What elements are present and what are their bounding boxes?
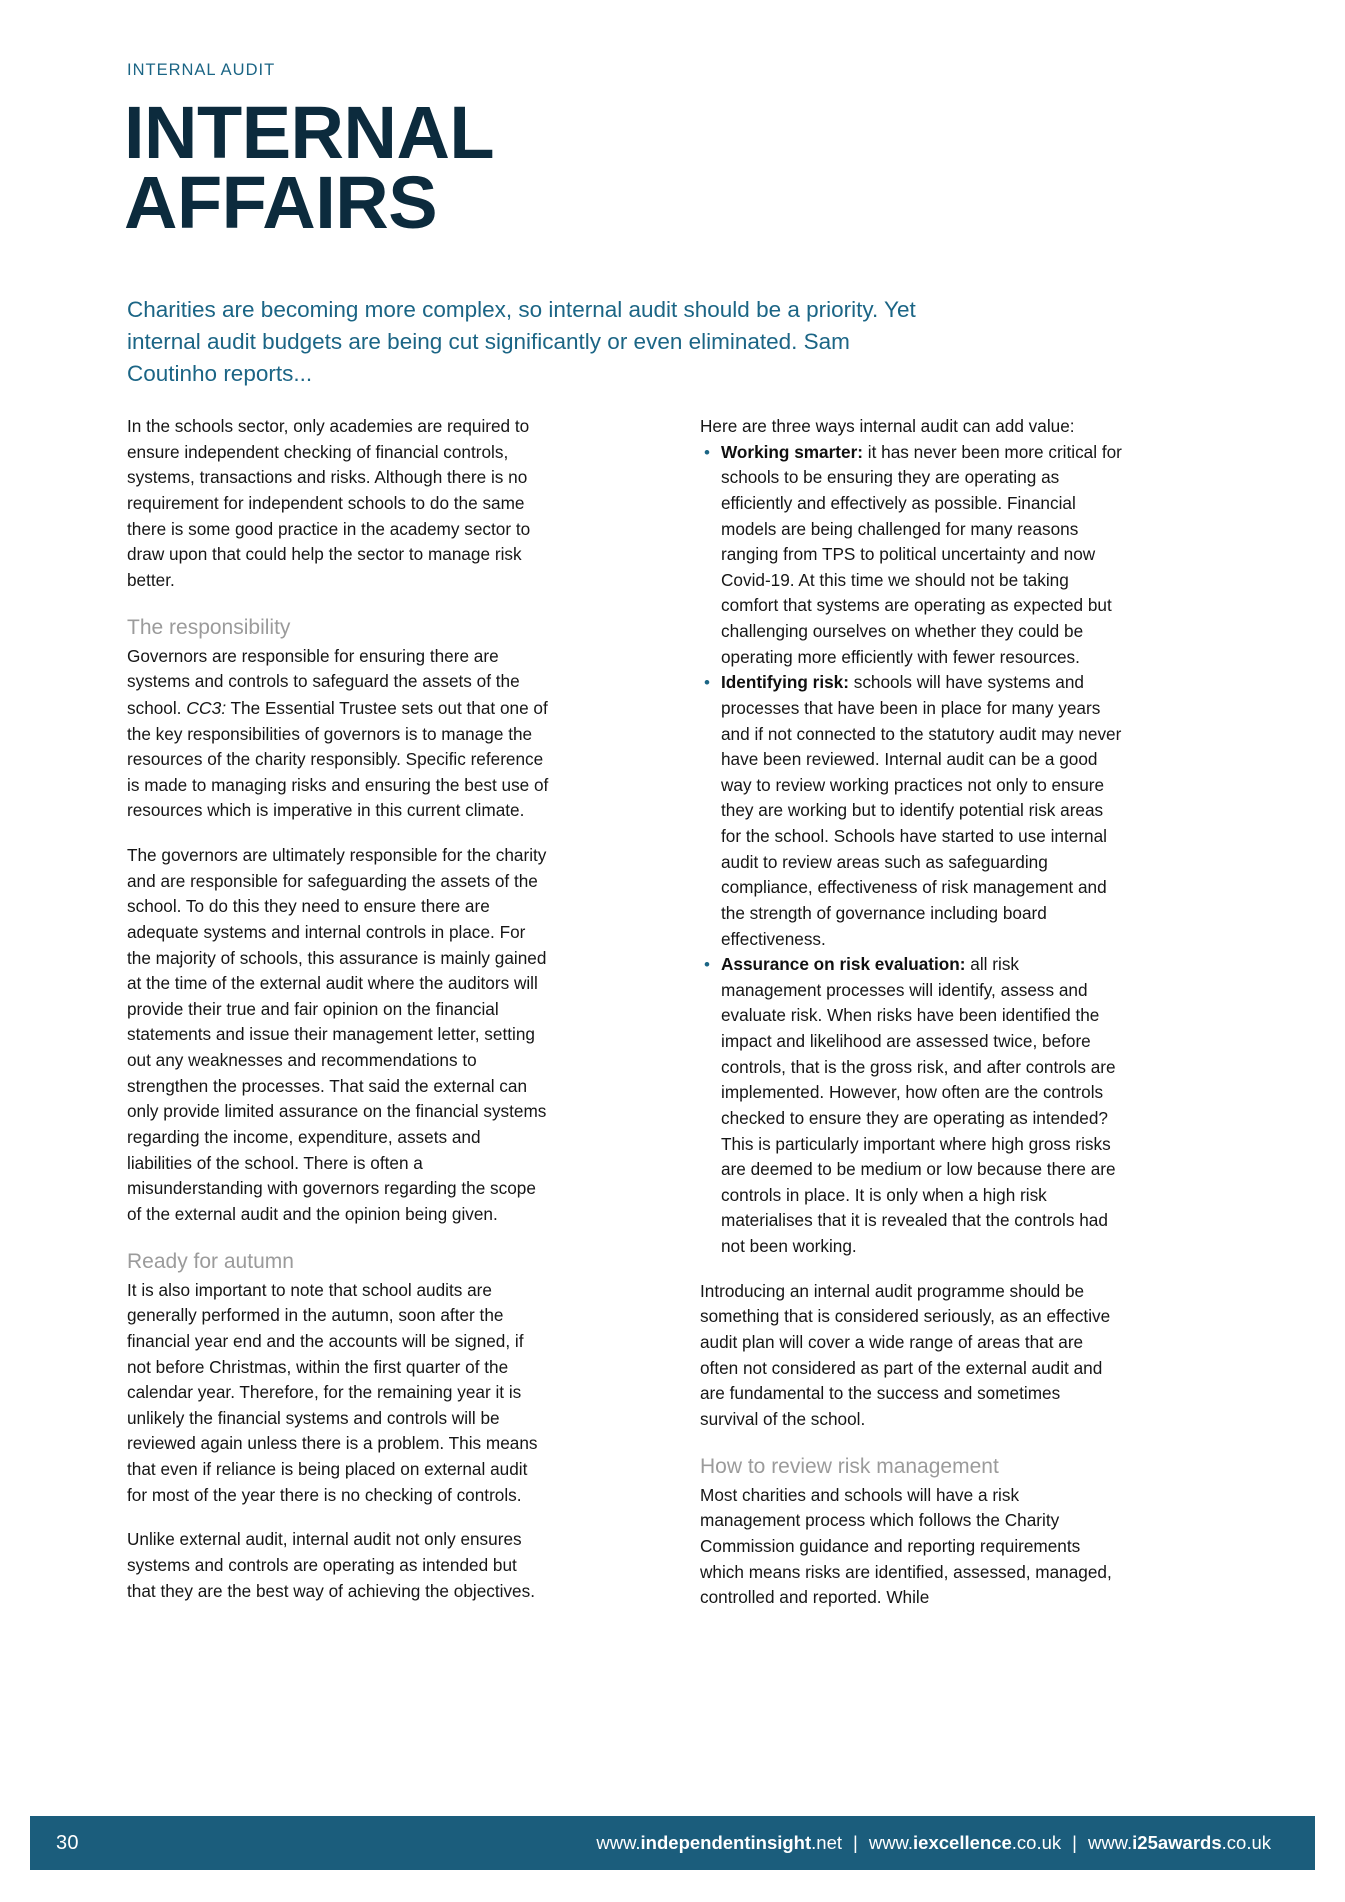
reference-cc3: CC3 — [186, 697, 222, 718]
footer-urls — [30, 1831, 1271, 1853]
section-heading-how-to-review-risk-management: How to review risk management — [700, 1455, 999, 1479]
paragraph-text-before: Governors are responsible for ensuring there are systems and controls to safeguard the assets of the school. — [127, 645, 520, 718]
footer-url-i25awards[interactable] — [1088, 1832, 1271, 1853]
paragraph: Most charities and schools will have a risk management process which follows the Charity Commission guidance and reporting requirements which means risks are identified, assessed, managed, controlled and reported. While — [700, 1484, 1112, 1608]
url-domain: iexcellence — [913, 1831, 1012, 1853]
url-prefix: www. — [868, 1831, 914, 1853]
section-kicker: INTERNAL AUDIT — [127, 61, 276, 79]
url-prefix: www. — [596, 1831, 641, 1853]
section-heading-ready-for-autumn: Ready for autumn — [127, 1250, 294, 1274]
paragraph-text-after: The Essential Trustee sets out that one of the key responsibilities of governors is to manage the resources of the charity responsibly. Specific reference is made to managing risks and ensuring the best use of resources which is imperative in this current climate. — [127, 697, 549, 821]
paragraph: It is also important to note that school audits are generally performed in the autumn, soon after the financial year end and the accounts will be signed, if not before Christmas, within the first quarter of the calendar year. Therefore, for the remaining year it is unlikely the financial systems and controls will be reviewed again unless there is a problem. This means that even if reliance is being placed on external audit for most of the year there is no checking of controls. — [127, 1279, 538, 1505]
list-item-text: it has never been more critical for schools to be ensuring they are operating as efficiently and effectively as possible. Financial models are being challenged for many reasons ranging from TPS to political uncertainty and now Covid-19. At this time we should not be taking comfort that systems are operating as expected but challenging ourselves on whether they could be operating more efficiently with fewer resources. — [721, 441, 1122, 667]
list-item — [700, 952, 1123, 1260]
headline-line-2: AFFAIRS — [124, 161, 438, 245]
section-heading-the-responsibility: The responsibility — [127, 616, 291, 640]
url-tld: .net — [811, 1831, 843, 1853]
url-domain: i25awards — [1132, 1831, 1222, 1853]
url-prefix: www. — [1087, 1831, 1133, 1853]
list-item-text: schools will have systems and processes that have been in place for many years and if not connected to the statutory audit may never have been reviewed. Internal audit can be a good way to review working practices not only to ensure they are working but to identify potential risk areas for the school. Schools have started to use internal audit to review areas such as safeguarding compliance, effectiveness of risk management and the strength of governance including board effectiveness. — [721, 672, 1122, 949]
reference-cc3-colon: : — [221, 697, 227, 718]
page-number: 30 — [56, 1832, 79, 1854]
list-item — [700, 670, 1123, 952]
url-tld: .co.uk — [1221, 1831, 1271, 1853]
paragraph: Unlike external audit, internal audit not only ensures systems and controls are operating as intended but that they are the best way of achieving the objectives. — [127, 1529, 535, 1601]
value-bullet-list — [700, 440, 1123, 1260]
list-item-lead: Assurance on risk evaluation: — [721, 954, 966, 975]
list-item-lead: Working smarter: — [721, 441, 863, 462]
paragraph: In the schools sector, only academies are required to ensure independent checking of financial controls, systems, transactions and risks. Although there is no requirement for independent schools to do the same there is some good practice in the academy sector to draw upon that could help the sector to manage risk better. — [127, 416, 531, 590]
footer-url-independentinsight[interactable] — [596, 1832, 842, 1853]
paragraph — [127, 644, 550, 824]
url-tld: .co.uk — [1011, 1831, 1062, 1853]
standfirst: Charities are becoming more complex, so internal audit should be a priority. Yet internal audit budgets are being cut significantly or even eliminated. Sam Coutinho reports... — [127, 297, 916, 386]
page-title — [124, 91, 824, 245]
list-item — [700, 440, 1123, 671]
body-column-left — [127, 414, 550, 1623]
paragraph: Introducing an internal audit programme should be something that is considered seriously, as an effective audit plan will cover a wide range of areas that are often not considered as part of the external audit and are fundamental to the success and sometimes survival of the school. — [700, 1280, 1111, 1429]
list-item-text: all risk management processes will identify, assess and evaluate risk. When risks have been identified the impact and likelihood are assessed twice, before controls, that is the gross risk, and after controls are implemented. However, how often are the controls checked to ensure they are operating as intended? This is particularly important where high gross risks are deemed to be medium or low because there are controls in place. It is only when a high risk materialises that it is revealed that the controls had not been working. — [721, 954, 1116, 1256]
footer-url-separator: | — [1072, 1831, 1077, 1853]
footer-url-iexcellence[interactable] — [869, 1832, 1061, 1853]
url-domain: independentinsight — [640, 1831, 812, 1853]
headline-line-1: INTERNAL — [124, 91, 495, 174]
list-item-lead: Identifying risk: — [721, 672, 849, 693]
footer-url-separator: | — [853, 1831, 858, 1853]
bullet-list-intro: Here are three ways internal audit can add value: — [700, 416, 1075, 436]
page-footer — [30, 1816, 1315, 1870]
paragraph: The governors are ultimately responsible for the charity and are responsible for safeguarding the assets of the school. To do this they need to ensure there are adequate systems and internal controls in place. For the majority of schools, this assurance is mainly gained at the time of the external audit where the auditors will provide their true and fair opinion on the financial statements and issue their management letter, setting out any weaknesses and recommendations to strengthen the processes. That said the external can only provide limited assurance on the financial systems regarding the income, expenditure, assets and liabilities of the school. There is often a misunderstanding with governors regarding the scope of the external audit and the opinion being given. — [127, 845, 547, 1224]
body-column-right — [700, 414, 1123, 1630]
